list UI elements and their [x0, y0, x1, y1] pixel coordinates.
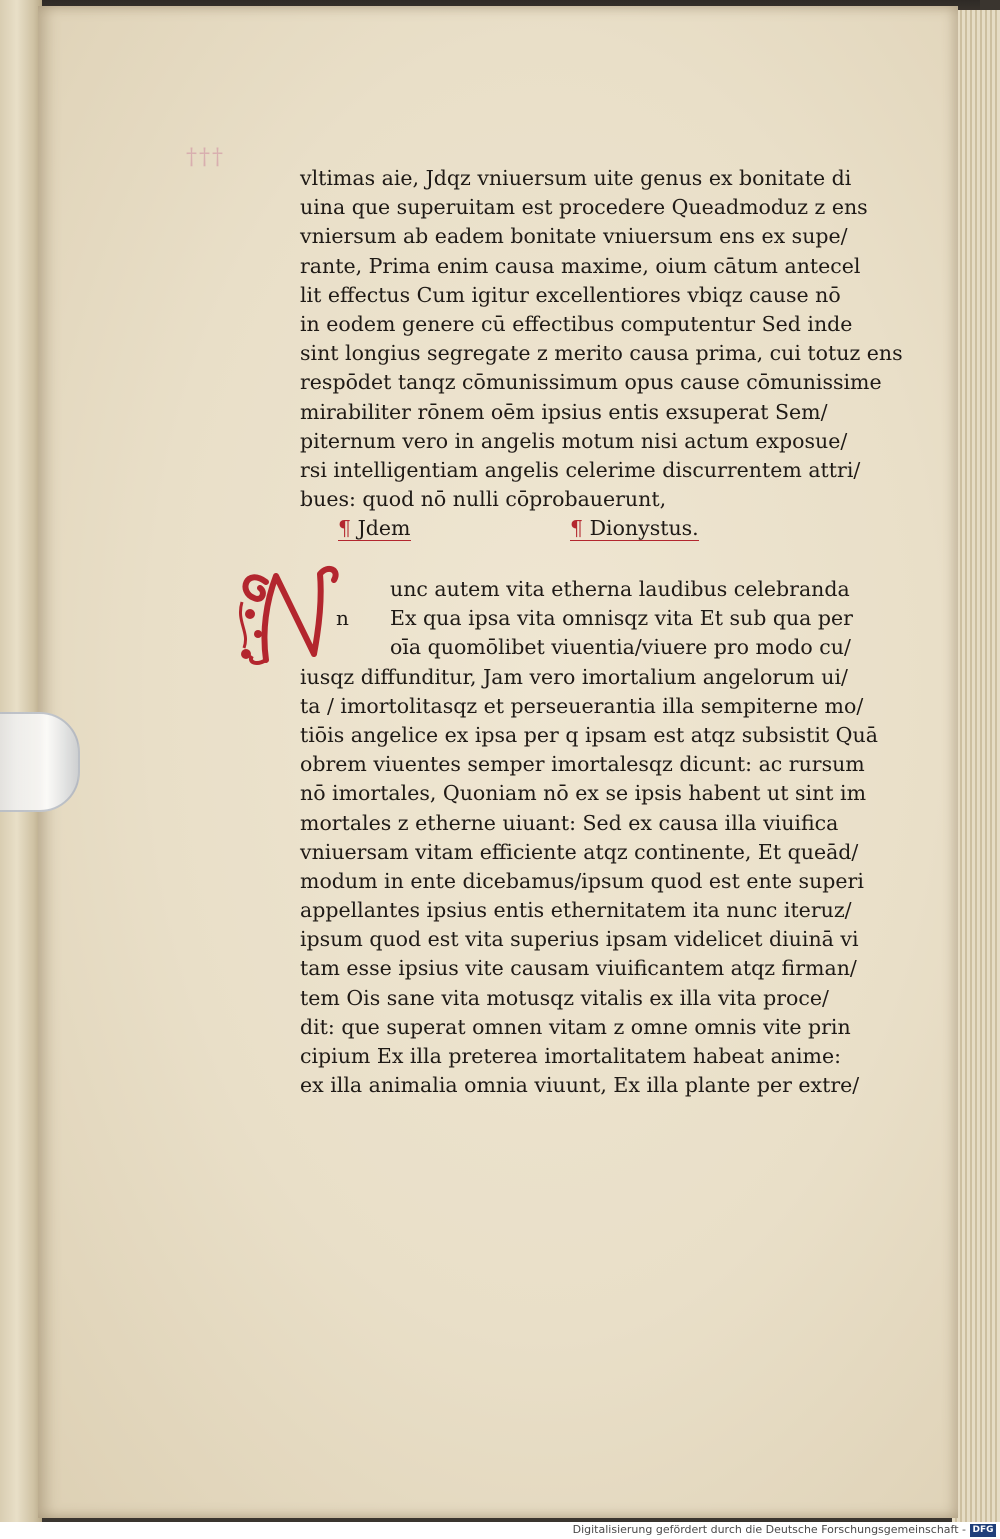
folio-mark: ††† [186, 145, 225, 170]
text-line: vniersum ab eadem bonitate vniuersum ens ex supe/ [300, 224, 848, 249]
footer-credit: Digitalisierung gefördert durch die Deutsche Forschungsgemeinschaft - [572, 1523, 966, 1536]
text-line: tam esse ipsius vite causam viuificantem atqz firman/ [300, 956, 857, 981]
text-line: mirabiliter rōnem oēm ipsius entis exsuperat Sem/ [300, 399, 828, 424]
text-line: mortales z etherne uiuant: Sed ex causa illa viuifica [300, 810, 839, 835]
text-line: bues: quod nō nulli cōprobauerunt, [300, 487, 667, 512]
text-line: rante, Prima enim causa maxime, oium cātum antecel [300, 253, 861, 278]
text-line: tiōis angelice ex ipsa per q ipsam est atqz subsistit Quā [300, 722, 878, 747]
text-line: unc autem vita etherna laudibus celebranda [390, 577, 850, 601]
text-line: uina que superuitam est procedere Queadmoduz z ens [300, 195, 868, 220]
text-line: obrem viuentes semper imortalesqz dicunt: ac rursum [300, 752, 865, 777]
text-line: cipium Ex illa preterea imortalitatem habeat anime: [300, 1044, 842, 1068]
guide-letter: n [336, 606, 349, 630]
text-line: dit: que superat omnen vitam z omne omnis vite prin [300, 1014, 851, 1039]
text-line: vniuersam vitam efficiente atqz continente, Et queād/ [300, 839, 859, 864]
text-block-lower [300, 575, 890, 1100]
text-line: modum in ente dicebamus/ipsum quod est ente superi [300, 868, 864, 893]
text-line: iusqz diffunditur, Jam vero imortalium angelorum ui/ [300, 664, 848, 689]
text-line: nō imortales, Quoniam nō ex se ipsis habent ut sint im [300, 781, 867, 806]
text-line: ipsum quod est vita superius ipsam videlicet diuinā vi [300, 927, 859, 952]
footer-bar [0, 1522, 1000, 1539]
page-clip-holder [0, 712, 80, 812]
text-line: in eodem genere cū effectibus computentur Sed inde [300, 311, 853, 336]
text-line: tem Ois sane vita motusqz vitalis ex illa vita proce/ [300, 985, 829, 1010]
text-block-upper [300, 164, 903, 514]
page-stack-edge [952, 10, 1000, 1522]
heading-right [570, 516, 699, 541]
text-line: appellantes ipsius entis ethernitatem ita nunc iteruz/ [300, 898, 852, 923]
paragraph-mark-icon: ¶ [338, 516, 352, 540]
heading-left-text: Jdem [357, 516, 411, 540]
heading-right-text: Dionystus. [589, 516, 699, 540]
text-line: sint longius segregate z merito causa prima, cui totuz ens [300, 341, 903, 366]
text-line: oīa quomōlibet viuentia/viuere pro modo cu/ [390, 635, 851, 660]
heading-left [338, 516, 411, 541]
paragraph-mark-icon: ¶ [570, 516, 584, 540]
text-line: rsi intelligentiam angelis celerime discurrentem attri/ [300, 457, 861, 482]
text-line: ta / imortolitasqz et perseuerantia illa sempiterne mo/ [300, 693, 864, 718]
text-line: lit effectus Cum igitur excellentiores vbiqz cause nō [300, 282, 841, 307]
text-line: vltimas aie, Jdqz vniuersum uite genus ex bonitate di [300, 166, 852, 190]
text-line: respōdet tanqz cōmunissimum opus cause cōmunissime [300, 370, 882, 395]
text-line: Ex qua ipsa vita omnisqz vita Et sub qua per [390, 606, 853, 631]
text-line: ex illa animalia omnia viuunt, Ex illa plante per extre/ [300, 1073, 860, 1098]
dfg-logo: DFG [970, 1524, 996, 1537]
text-line: piternum vero in angelis motum nisi actum exposue/ [300, 428, 848, 453]
